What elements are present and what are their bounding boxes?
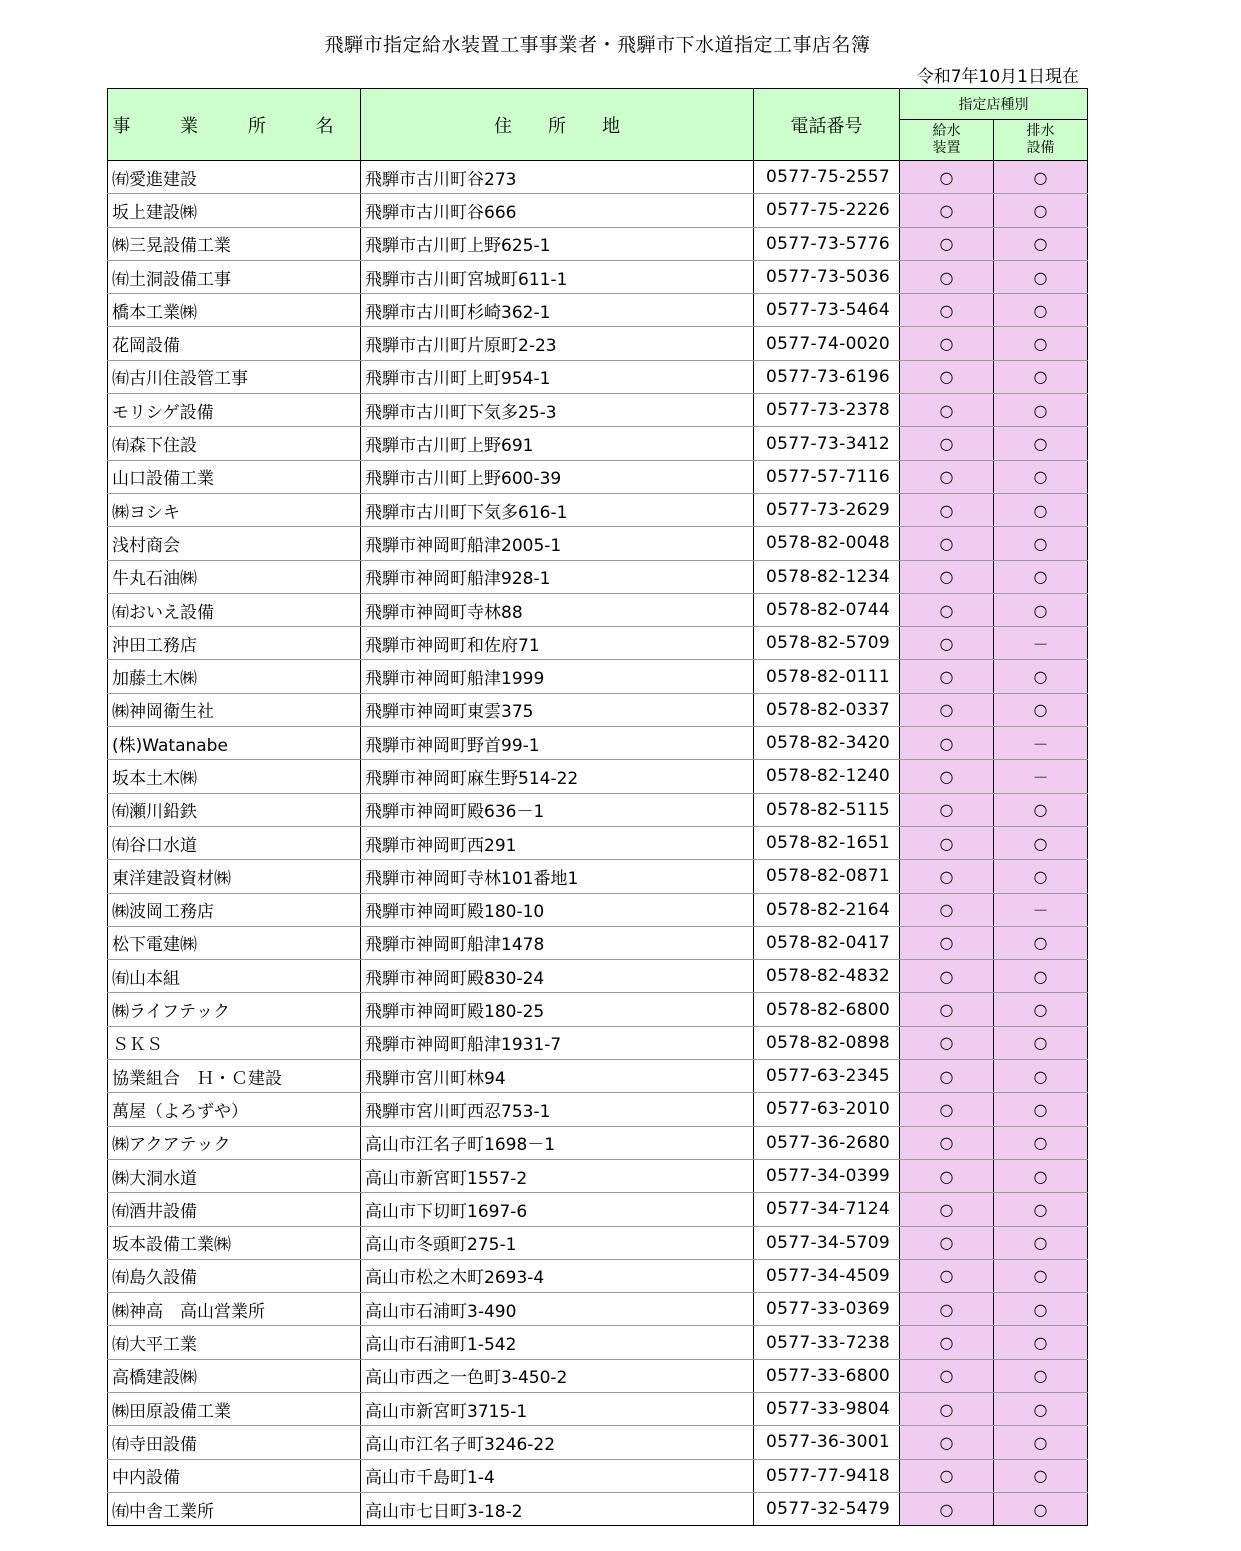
address-cell: 高山市石浦町3-490 — [361, 1293, 754, 1326]
address-cell: 飛騨市神岡町東雲375 — [361, 693, 754, 726]
drainage-mark: ○ — [994, 1159, 1088, 1192]
address-cell: 高山市七日町3-18-2 — [361, 1492, 754, 1525]
water-supply-mark: ○ — [900, 1426, 994, 1459]
table-row — [108, 727, 1088, 760]
header-drainage — [994, 120, 1088, 161]
drainage-mark: ○ — [994, 394, 1088, 427]
water-supply-mark: ○ — [900, 793, 994, 826]
header-drainage-label: 排水 設備 — [1026, 123, 1055, 156]
drainage-mark: ○ — [994, 294, 1088, 327]
business-name-cell: ㈲土洞設備工事 — [108, 260, 361, 293]
phone-cell: 0577-63-2345 — [754, 1060, 900, 1093]
water-supply-mark: ○ — [900, 860, 994, 893]
business-name-cell: 牛丸石油㈱ — [108, 560, 361, 593]
water-supply-mark: ○ — [900, 1026, 994, 1059]
business-name-cell: 坂本土木㈱ — [108, 760, 361, 793]
address-cell: 飛騨市神岡町殿180-25 — [361, 993, 754, 1026]
table-row — [108, 1226, 1088, 1259]
table-row — [108, 1359, 1088, 1392]
water-supply-mark: ○ — [900, 360, 994, 393]
phone-cell: 0577-34-7124 — [754, 1193, 900, 1226]
business-name-cell: 加藤土木㈱ — [108, 660, 361, 693]
table-row — [108, 960, 1088, 993]
water-supply-mark: ○ — [900, 527, 994, 560]
table-row — [108, 1026, 1088, 1059]
address-cell: 飛騨市古川町片原町2-23 — [361, 327, 754, 360]
header-address: 住 所 地 — [361, 89, 754, 161]
phone-cell: 0578-82-3420 — [754, 727, 900, 760]
water-supply-mark: ○ — [900, 627, 994, 660]
phone-cell: 0577-33-9804 — [754, 1392, 900, 1425]
business-name-cell: モリシゲ設備 — [108, 394, 361, 427]
phone-cell: 0578-82-0898 — [754, 1026, 900, 1059]
water-supply-mark: ○ — [900, 1259, 994, 1292]
drainage-mark: ○ — [994, 1359, 1088, 1392]
address-cell: 飛騨市古川町上町954-1 — [361, 360, 754, 393]
phone-cell: 0577-32-5479 — [754, 1492, 900, 1525]
table-body — [108, 161, 1088, 1526]
table-row — [108, 1259, 1088, 1292]
water-supply-mark: ○ — [900, 1293, 994, 1326]
water-supply-mark: ○ — [900, 327, 994, 360]
water-supply-mark: ○ — [900, 926, 994, 959]
drainage-mark: ○ — [994, 1259, 1088, 1292]
drainage-mark: ○ — [994, 826, 1088, 859]
drainage-mark: ○ — [994, 560, 1088, 593]
table-row — [108, 194, 1088, 227]
phone-cell: 0578-82-0417 — [754, 926, 900, 959]
water-supply-mark: ○ — [900, 826, 994, 859]
phone-cell: 0577-75-2557 — [754, 161, 900, 194]
table-row — [108, 893, 1088, 926]
phone-cell: 0577-73-5776 — [754, 227, 900, 260]
header-water-supply-label: 給水 装置 — [932, 123, 961, 156]
table-row — [108, 793, 1088, 826]
drainage-mark: ○ — [994, 1026, 1088, 1059]
address-cell: 飛騨市古川町上野691 — [361, 427, 754, 460]
address-cell: 高山市西之一色町3-450-2 — [361, 1359, 754, 1392]
drainage-mark: ○ — [994, 1226, 1088, 1259]
phone-cell: 0578-82-0744 — [754, 593, 900, 626]
address-cell: 高山市新宮町3715-1 — [361, 1392, 754, 1425]
phone-cell: 0577-73-5036 — [754, 260, 900, 293]
business-name-cell: ㈱アクアテック — [108, 1126, 361, 1159]
drainage-mark: ○ — [994, 1392, 1088, 1425]
address-cell: 飛騨市古川町下気多25-3 — [361, 394, 754, 427]
drainage-mark: － — [994, 893, 1088, 926]
phone-cell: 0577-36-3001 — [754, 1426, 900, 1459]
business-name-cell: ㈱ヨシキ — [108, 493, 361, 526]
table-row — [108, 360, 1088, 393]
address-cell: 飛騨市神岡町殿830-24 — [361, 960, 754, 993]
address-cell: 飛騨市神岡町船津1478 — [361, 926, 754, 959]
business-name-cell: ㈱波岡工務店 — [108, 893, 361, 926]
table-row — [108, 460, 1088, 493]
table-row — [108, 1392, 1088, 1425]
address-cell: 高山市冬頭町275-1 — [361, 1226, 754, 1259]
table-row — [108, 1293, 1088, 1326]
phone-cell: 0577-33-7238 — [754, 1326, 900, 1359]
address-cell: 飛騨市神岡町寺林88 — [361, 593, 754, 626]
address-cell: 飛騨市神岡町船津2005-1 — [361, 527, 754, 560]
address-cell: 飛騨市古川町宮城町611-1 — [361, 260, 754, 293]
water-supply-mark: ○ — [900, 294, 994, 327]
business-name-cell: 沖田工務店 — [108, 627, 361, 660]
phone-cell: 0578-82-1651 — [754, 826, 900, 859]
table-row — [108, 993, 1088, 1026]
address-cell: 高山市松之木町2693-4 — [361, 1259, 754, 1292]
business-name-cell: 坂上建設㈱ — [108, 194, 361, 227]
drainage-mark: ○ — [994, 194, 1088, 227]
header-phone: 電話番号 — [754, 89, 900, 161]
business-name-cell: 高橋建設㈱ — [108, 1359, 361, 1392]
address-cell: 飛騨市古川町谷666 — [361, 194, 754, 227]
table-row — [108, 493, 1088, 526]
water-supply-mark: ○ — [900, 1193, 994, 1226]
phone-cell: 0577-63-2010 — [754, 1093, 900, 1126]
drainage-mark: ○ — [994, 493, 1088, 526]
water-supply-mark: ○ — [900, 1126, 994, 1159]
table-row — [108, 1093, 1088, 1126]
drainage-mark: ○ — [994, 1093, 1088, 1126]
water-supply-mark: ○ — [900, 1459, 994, 1492]
address-cell: 飛騨市神岡町船津1931-7 — [361, 1026, 754, 1059]
water-supply-mark: ○ — [900, 394, 994, 427]
drainage-mark: ○ — [994, 260, 1088, 293]
business-name-cell: ㈱神岡衛生社 — [108, 693, 361, 726]
business-name-cell: ㈲大平工業 — [108, 1326, 361, 1359]
address-cell: 飛騨市神岡町麻生野514-22 — [361, 760, 754, 793]
drainage-mark: ○ — [994, 1126, 1088, 1159]
table-row — [108, 1126, 1088, 1159]
drainage-mark: ○ — [994, 161, 1088, 194]
phone-cell: 0578-82-4832 — [754, 960, 900, 993]
address-cell: 飛騨市神岡町野首99-1 — [361, 727, 754, 760]
phone-cell: 0578-82-0871 — [754, 860, 900, 893]
water-supply-mark: ○ — [900, 560, 994, 593]
table-row — [108, 1426, 1088, 1459]
drainage-mark: ○ — [994, 227, 1088, 260]
address-cell: 飛騨市古川町上野625-1 — [361, 227, 754, 260]
business-name-cell: ㈲愛進建設 — [108, 161, 361, 194]
drainage-mark: ○ — [994, 460, 1088, 493]
as-of-date: 令和7年10月1日現在 — [916, 67, 1079, 87]
water-supply-mark: ○ — [900, 593, 994, 626]
table-row — [108, 394, 1088, 427]
water-supply-mark: ○ — [900, 1093, 994, 1126]
phone-cell: 0577-34-4509 — [754, 1259, 900, 1292]
water-supply-mark: ○ — [900, 1060, 994, 1093]
drainage-mark: ○ — [994, 993, 1088, 1026]
drainage-mark: ○ — [994, 960, 1088, 993]
table-row — [108, 327, 1088, 360]
water-supply-mark: ○ — [900, 161, 994, 194]
business-name-cell: 坂本設備工業㈱ — [108, 1226, 361, 1259]
drainage-mark: ○ — [994, 427, 1088, 460]
drainage-mark: ○ — [994, 593, 1088, 626]
business-name-cell: ㈲おいえ設備 — [108, 593, 361, 626]
table-row — [108, 860, 1088, 893]
water-supply-mark: ○ — [900, 760, 994, 793]
drainage-mark: ○ — [994, 360, 1088, 393]
water-supply-mark: ○ — [900, 1159, 994, 1192]
phone-cell: 0577-74-0020 — [754, 327, 900, 360]
business-name-cell: ㈲古川住設管工事 — [108, 360, 361, 393]
table-row — [108, 161, 1088, 194]
phone-cell: 0577-75-2226 — [754, 194, 900, 227]
address-cell: 飛騨市神岡町西291 — [361, 826, 754, 859]
table-row — [108, 1326, 1088, 1359]
table-row — [108, 1193, 1088, 1226]
business-name-cell: ㈱大洞水道 — [108, 1159, 361, 1192]
water-supply-mark: ○ — [900, 693, 994, 726]
header-business-name: 事 業 所 名 — [108, 89, 361, 161]
address-cell: 飛騨市神岡町寺林101番地1 — [361, 860, 754, 893]
business-name-cell: ㈲谷口水道 — [108, 826, 361, 859]
table-row — [108, 627, 1088, 660]
drainage-mark: － — [994, 760, 1088, 793]
address-cell: 高山市下切町1697-6 — [361, 1193, 754, 1226]
phone-cell: 0577-73-2629 — [754, 493, 900, 526]
table-row — [108, 1459, 1088, 1492]
table-row — [108, 260, 1088, 293]
business-name-cell: ㈲森下住設 — [108, 427, 361, 460]
drainage-mark: ○ — [994, 1193, 1088, 1226]
business-name-cell: ㈱田原設備工業 — [108, 1392, 361, 1425]
business-name-cell: 山口設備工業 — [108, 460, 361, 493]
phone-cell: 0577-73-6196 — [754, 360, 900, 393]
table-row — [108, 560, 1088, 593]
table-row — [108, 1159, 1088, 1192]
address-cell: 飛騨市神岡町船津1999 — [361, 660, 754, 693]
phone-cell: 0578-82-0111 — [754, 660, 900, 693]
phone-cell: 0578-82-6800 — [754, 993, 900, 1026]
water-supply-mark: ○ — [900, 1359, 994, 1392]
header-designation-type: 指定店種別 — [900, 89, 1088, 120]
business-name-cell: 花岡設備 — [108, 327, 361, 360]
address-cell: 高山市千島町1-4 — [361, 1459, 754, 1492]
address-cell: 飛騨市古川町上野600-39 — [361, 460, 754, 493]
phone-cell: 0578-82-0048 — [754, 527, 900, 560]
water-supply-mark: ○ — [900, 727, 994, 760]
document-title: 飛騨市指定給水装置工事事業者・飛騨市下水道指定工事店名簿 — [324, 34, 871, 56]
table-row — [108, 926, 1088, 959]
phone-cell: 0577-36-2680 — [754, 1126, 900, 1159]
water-supply-mark: ○ — [900, 194, 994, 227]
business-name-cell: ㈱ライフテック — [108, 993, 361, 1026]
phone-cell: 0578-82-1234 — [754, 560, 900, 593]
drainage-mark: ○ — [994, 327, 1088, 360]
phone-cell: 0577-34-0399 — [754, 1159, 900, 1192]
drainage-mark: ○ — [994, 1060, 1088, 1093]
water-supply-mark: ○ — [900, 493, 994, 526]
address-cell: 飛騨市宮川町西忍753-1 — [361, 1093, 754, 1126]
drainage-mark: ○ — [994, 660, 1088, 693]
address-cell: 飛騨市神岡町殿180-10 — [361, 893, 754, 926]
water-supply-mark: ○ — [900, 660, 994, 693]
water-supply-mark: ○ — [900, 227, 994, 260]
table-row — [108, 660, 1088, 693]
header-water-supply — [900, 120, 994, 161]
water-supply-mark: ○ — [900, 460, 994, 493]
business-name-cell: 松下電建㈱ — [108, 926, 361, 959]
address-cell: 高山市江名子町3246-22 — [361, 1426, 754, 1459]
table-row — [108, 427, 1088, 460]
business-name-cell: ＳＫＳ — [108, 1026, 361, 1059]
phone-cell: 0578-82-5709 — [754, 627, 900, 660]
phone-cell: 0577-33-0369 — [754, 1293, 900, 1326]
phone-cell: 0577-57-7116 — [754, 460, 900, 493]
address-cell: 飛騨市神岡町船津928-1 — [361, 560, 754, 593]
business-name-cell: 中内設備 — [108, 1459, 361, 1492]
phone-cell: 0578-82-2164 — [754, 893, 900, 926]
water-supply-mark: ○ — [900, 960, 994, 993]
phone-cell: 0578-82-5115 — [754, 793, 900, 826]
address-cell: 高山市石浦町1-542 — [361, 1326, 754, 1359]
table-row — [108, 294, 1088, 327]
water-supply-mark: ○ — [900, 1492, 994, 1525]
business-name-cell: ㈱三晃設備工業 — [108, 227, 361, 260]
table-row — [108, 527, 1088, 560]
table-row — [108, 693, 1088, 726]
business-name-cell: ㈲寺田設備 — [108, 1426, 361, 1459]
drainage-mark: ○ — [994, 693, 1088, 726]
phone-cell: 0577-34-5709 — [754, 1226, 900, 1259]
business-name-cell: ㈲島久設備 — [108, 1259, 361, 1292]
business-name-cell: 浅村商会 — [108, 527, 361, 560]
business-name-cell: (株)Watanabe — [108, 727, 361, 760]
drainage-mark: ○ — [994, 793, 1088, 826]
table-row — [108, 1492, 1088, 1525]
drainage-mark: ○ — [994, 1492, 1088, 1525]
phone-cell: 0577-33-6800 — [754, 1359, 900, 1392]
water-supply-mark: ○ — [900, 1226, 994, 1259]
drainage-mark: ○ — [994, 926, 1088, 959]
water-supply-mark: ○ — [900, 893, 994, 926]
water-supply-mark: ○ — [900, 1392, 994, 1425]
table-row — [108, 1060, 1088, 1093]
business-name-cell: ㈲瀬川鉛鉄 — [108, 793, 361, 826]
address-cell: 飛騨市古川町杉崎362-1 — [361, 294, 754, 327]
table-row — [108, 227, 1088, 260]
drainage-mark: － — [994, 627, 1088, 660]
phone-cell: 0577-73-3412 — [754, 427, 900, 460]
water-supply-mark: ○ — [900, 993, 994, 1026]
water-supply-mark: ○ — [900, 260, 994, 293]
phone-cell: 0577-73-2378 — [754, 394, 900, 427]
water-supply-mark: ○ — [900, 427, 994, 460]
phone-cell: 0578-82-0337 — [754, 693, 900, 726]
address-cell: 飛騨市宮川町林94 — [361, 1060, 754, 1093]
business-name-cell: ㈲酒井設備 — [108, 1193, 361, 1226]
drainage-mark: － — [994, 727, 1088, 760]
phone-cell: 0578-82-1240 — [754, 760, 900, 793]
business-name-cell: ㈲山本組 — [108, 960, 361, 993]
water-supply-mark: ○ — [900, 1326, 994, 1359]
drainage-mark: ○ — [994, 1459, 1088, 1492]
table-row — [108, 760, 1088, 793]
phone-cell: 0577-73-5464 — [754, 294, 900, 327]
business-name-cell: 協業組合 Ｈ・Ｃ建設 — [108, 1060, 361, 1093]
business-name-cell: ㈱神高 高山営業所 — [108, 1293, 361, 1326]
drainage-mark: ○ — [994, 1293, 1088, 1326]
address-cell: 高山市江名子町1698－1 — [361, 1126, 754, 1159]
contractor-table — [107, 88, 1088, 1526]
address-cell: 飛騨市神岡町和佐府71 — [361, 627, 754, 660]
address-cell: 飛騨市神岡町殿636－1 — [361, 793, 754, 826]
business-name-cell: ㈲中舎工業所 — [108, 1492, 361, 1525]
table-row — [108, 826, 1088, 859]
phone-cell: 0577-77-9418 — [754, 1459, 900, 1492]
drainage-mark: ○ — [994, 860, 1088, 893]
address-cell: 飛騨市古川町谷273 — [361, 161, 754, 194]
business-name-cell: 萬屋（よろずや） — [108, 1093, 361, 1126]
business-name-cell: 東洋建設資材㈱ — [108, 860, 361, 893]
drainage-mark: ○ — [994, 1426, 1088, 1459]
drainage-mark: ○ — [994, 1326, 1088, 1359]
table-row — [108, 593, 1088, 626]
business-name-cell: 橋本工業㈱ — [108, 294, 361, 327]
address-cell: 高山市新宮町1557-2 — [361, 1159, 754, 1192]
address-cell: 飛騨市古川町下気多616-1 — [361, 493, 754, 526]
drainage-mark: ○ — [994, 527, 1088, 560]
